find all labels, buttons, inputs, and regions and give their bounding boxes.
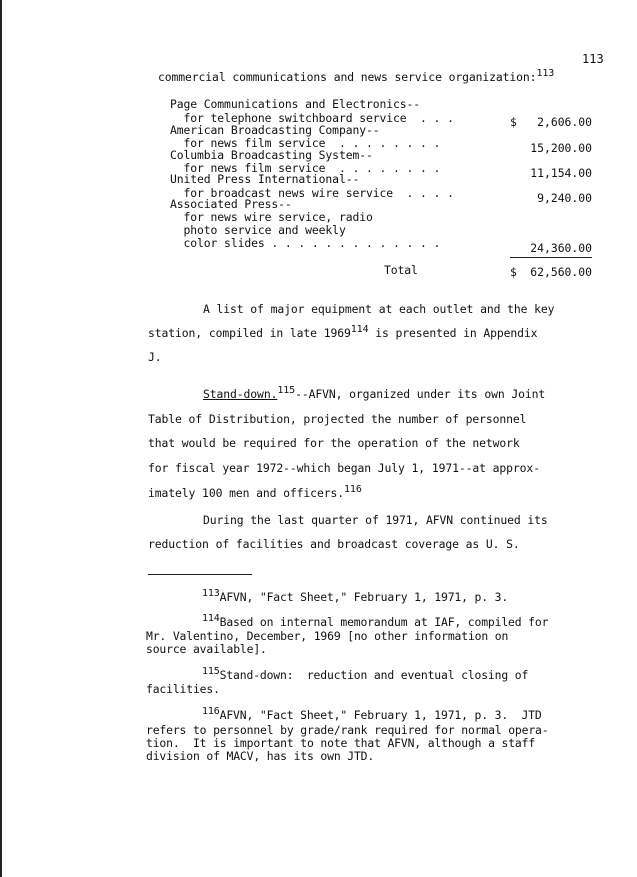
para1-line3: J. (148, 350, 162, 364)
para1-line2a: station, compiled in late 1969 (148, 326, 351, 340)
footnote-116-line1: AFVN, "Fact Sheet," February 1, 1971, p. 3. JTD (219, 708, 542, 722)
footnote-ref-113: 113 (536, 68, 555, 79)
footnote-ref-115: 115 (277, 385, 296, 396)
para2-line4: for fiscal year 1972--which began July 1, 1971--at approx- (148, 461, 540, 475)
footnote-116-line3: tion. It is important to note that AFVN, although a staff (146, 736, 536, 750)
table-row-1-amount: 2,606.00 (537, 115, 592, 129)
table-row-2-amount: 15,200.00 (530, 141, 592, 155)
para3-line2: reduction of facilities and broadcast coverage as U. S. (148, 537, 520, 551)
footnote-separator (148, 574, 252, 575)
footnote-ref-114: 114 (350, 324, 369, 335)
table-row-3-amount: 11,154.00 (530, 166, 592, 180)
table-row-2-line-1: American Broadcasting Company-- (170, 123, 380, 137)
scan-edge-line (0, 0, 2, 877)
section-heading-stand-down: Stand-down. (203, 387, 278, 401)
total-rule (510, 257, 592, 258)
table-row-4-amount: 9,240.00 (537, 191, 592, 205)
footnote-115-number: 115 (202, 666, 220, 677)
table-row-3-line-1: Columbia Broadcasting System-- (170, 148, 373, 162)
footnote-113-text: AFVN, "Fact Sheet," February 1, 1971, p. 3. (219, 590, 509, 604)
intro-text: commercial communications and news service organization: (158, 70, 537, 84)
table-row-1-line-2: for telephone switchboard service . . . (170, 111, 454, 125)
footnote-114-line1: Based on internal memorandum at IAF, compiled for (219, 615, 549, 629)
footnote-115-line2: facilities. (146, 682, 220, 696)
footnote-113-number: 113 (202, 588, 220, 599)
table-row-5-amount: 24,360.00 (530, 241, 592, 255)
table-row-1-line-1: Page Communications and Electronics-- (170, 97, 421, 111)
table-row-2-line-2: for news film service . . . . . . . . (170, 136, 441, 150)
footnote-ref-116: 116 (343, 484, 362, 495)
footnote-116-line2: refers to personnel by grade/rank required for normal opera- (146, 723, 549, 737)
para2-line5-text: imately 100 men and officers. (148, 486, 344, 500)
para2-line5 (148, 486, 362, 500)
total-amount: 62,560.00 (530, 265, 592, 279)
footnote-113 (202, 590, 508, 604)
table-row-5-line-1: Associated Press-- (170, 197, 292, 211)
footnote-114-line3: source available]. (146, 642, 267, 656)
para2-line1-rest: --AFVN, organized under its own Joint (295, 387, 546, 401)
total-currency: $ (510, 265, 517, 279)
footnote-116 (202, 708, 542, 722)
total-label: Total (384, 263, 418, 277)
table-row-3-line-2: for news film service . . . . . . . . (170, 161, 441, 175)
table-row-5-line-4: color slides . . . . . . . . . . . . . (170, 236, 441, 250)
currency-symbol: $ (510, 115, 517, 129)
para2-line3: that would be required for the operation of the network (148, 436, 520, 450)
table-row-4-line-2: for broadcast news wire service . . . . (170, 186, 454, 200)
para2-line1 (203, 387, 545, 401)
table-row-5-line-3: photo service and weekly (170, 223, 346, 237)
footnote-114-line2: Mr. Valentino, December, 1969 [no other information on (146, 629, 509, 643)
page-number: 113 (582, 52, 604, 66)
para3-line1: During the last quarter of 1971, AFVN continued its (203, 513, 548, 527)
table-row-5-line-2: for news wire service, radio (170, 210, 373, 224)
para1-line1: A list of major equipment at each outlet and the key (203, 302, 555, 316)
para2-line2: Table of Distribution, projected the number of personnel (148, 412, 527, 426)
intro-line (158, 70, 554, 84)
footnote-114 (202, 615, 548, 629)
table-row-4-line-1: United Press International-- (170, 172, 360, 186)
footnote-116-number: 116 (202, 706, 220, 717)
footnote-115 (202, 668, 528, 682)
para1-line2 (148, 326, 537, 340)
footnote-115-line1: Stand-down: reduction and eventual closing of (219, 668, 529, 682)
footnote-116-line4: division of MACV, has its own JTD. (146, 749, 375, 763)
footnote-114-number: 114 (202, 613, 220, 624)
para1-line2b: is presented in Appendix (368, 326, 538, 340)
